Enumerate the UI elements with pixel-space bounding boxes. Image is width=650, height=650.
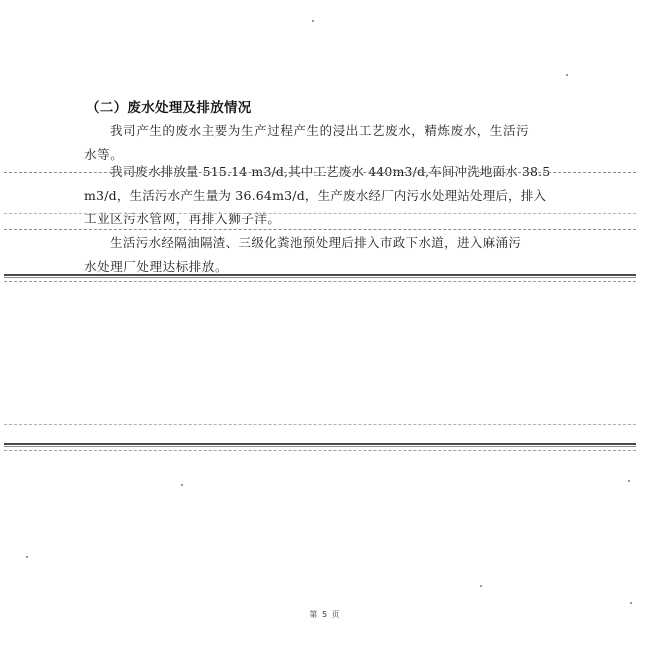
scan-speck <box>628 480 630 482</box>
scan-speck <box>26 556 28 558</box>
section-heading: （二）废水处理及排放情况 <box>86 100 252 116</box>
scan-artifact-line <box>4 274 636 276</box>
scan-speck <box>312 20 314 22</box>
scan-artifact-line <box>4 443 636 445</box>
scan-artifact-line <box>4 424 636 425</box>
scan-artifact-line <box>4 229 636 230</box>
scan-artifact-line <box>4 277 636 278</box>
paragraph-3-line-2: 水处理厂处理达标排放。 <box>84 259 229 274</box>
scan-artifact-line <box>4 172 636 173</box>
scan-artifact-line <box>4 446 636 447</box>
scan-speck <box>630 602 632 604</box>
scan-speck <box>480 585 482 587</box>
scan-speck <box>566 74 568 76</box>
paragraph-2-line-2: m3/d，生活污水产生量为 36.64m3/d，生产废水经厂内污水处理站处理后，排入 <box>84 188 547 203</box>
page-number: 第 5 页 <box>309 610 341 619</box>
paragraph-3-line-1: 生活污水经隔油隔渣、三级化粪池预处理后排入市政下水道，进入麻涌污 <box>110 235 522 250</box>
paragraph-1-line-2: 水等。 <box>84 147 124 162</box>
scan-artifact-line <box>4 281 636 282</box>
paragraph-2-line-3: 工业区污水管网，再排入狮子洋。 <box>84 211 281 226</box>
scan-artifact-line <box>4 213 636 214</box>
scan-speck <box>181 484 183 486</box>
scan-artifact-line <box>4 450 636 451</box>
paragraph-1-line-1: 我司产生的废水主要为生产过程产生的浸出工艺废水，精炼废水，生活污 <box>110 123 530 138</box>
paragraph-2-line-1: 我司废水排放量 515.14 m3/d,其中工艺废水 440m3/d,车间冲洗地面水 38.5 <box>110 164 551 179</box>
